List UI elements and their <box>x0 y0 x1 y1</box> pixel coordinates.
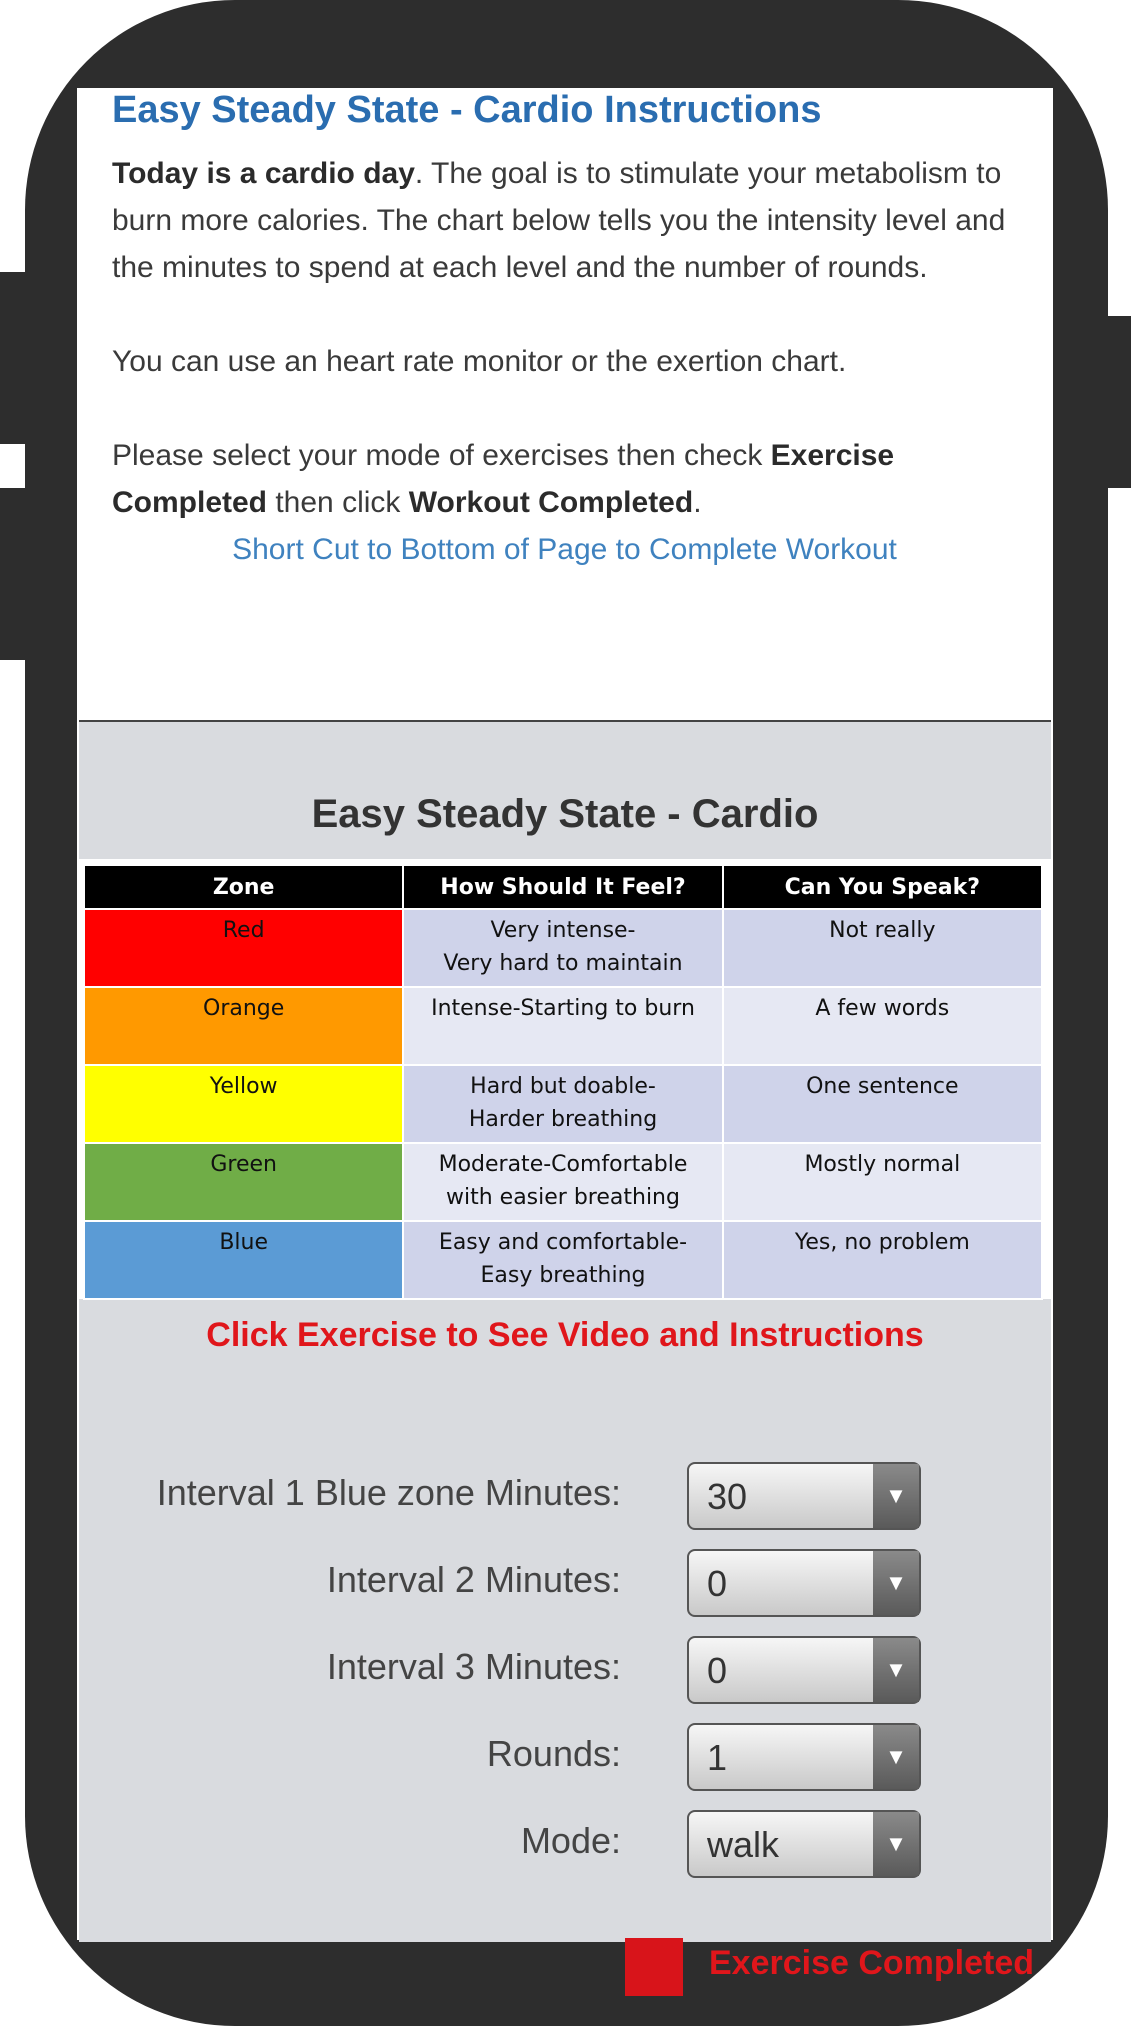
intro-paragraph-1-text: . The goal is to stimulate your metabolism to burn more calories. The chart below tells you the intensity level and the minutes to spend at each level and the number of rounds. <box>112 157 1006 284</box>
mode-label: Mode: <box>520 1820 621 1861</box>
exercise-completed-label[interactable]: Exercise Completed <box>709 1944 1035 1982</box>
table-row <box>84 987 1042 1065</box>
interval-2-value: 0 <box>707 1563 728 1604</box>
feel-line-1: Moderate-Comfortable <box>438 1152 688 1177</box>
phone-side-button-left-1 <box>0 272 26 444</box>
header-speak: Can You Speak? <box>723 865 1042 909</box>
interval-1-label: Interval 1 Blue zone Minutes: <box>156 1472 621 1513</box>
phone-side-button-left-2 <box>0 488 26 660</box>
zone-table <box>83 864 1043 1300</box>
zone-cell-yellow: Yellow <box>84 1065 403 1143</box>
speak-cell: Not really <box>723 909 1042 987</box>
speak-cell: One sentence <box>723 1065 1042 1143</box>
feel-cell <box>403 1221 722 1299</box>
speak-cell: Mostly normal <box>723 1143 1042 1221</box>
zone-cell-blue: Blue <box>84 1221 403 1299</box>
table-row <box>84 1221 1042 1299</box>
exercise-completed-checkbox[interactable] <box>625 1938 683 1996</box>
feel-line-1: Hard but doable- <box>470 1074 656 1099</box>
feel-line-1: Intense-Starting to burn <box>431 996 695 1021</box>
interval-1-value: 30 <box>707 1476 748 1517</box>
shortcut-to-bottom-link[interactable]: Short Cut to Bottom of Page to Complete Workout <box>232 533 897 566</box>
caret-down-icon: ▼ <box>873 1812 919 1876</box>
intro-paragraph-1 <box>112 150 1017 291</box>
intro-paragraph-2: You can use an heart rate monitor or the exertion chart. <box>112 345 847 378</box>
section-title: Easy Steady State - Cardio <box>311 792 819 836</box>
interval-3-label: Interval 3 Minutes: <box>326 1646 621 1687</box>
mode-value: walk <box>707 1824 780 1865</box>
feel-cell <box>403 987 722 1065</box>
p3-bold-workout-completed: Workout Completed <box>408 486 694 519</box>
page-title: Easy Steady State - Cardio Instructions <box>112 89 822 131</box>
table-row <box>84 1065 1042 1143</box>
p3-text-d: . <box>693 486 702 519</box>
header-feel: How Should It Feel? <box>403 865 722 909</box>
phone-screen <box>77 88 1053 1982</box>
feel-line-2: Easy breathing <box>480 1263 646 1288</box>
feel-cell <box>403 1143 722 1221</box>
feel-line-2: Very hard to maintain <box>443 951 683 976</box>
p3-text-c: then click <box>267 486 409 519</box>
speak-cell: A few words <box>723 987 1042 1065</box>
exercise-video-cta[interactable]: Click Exercise to See Video and Instructions <box>206 1316 924 1354</box>
rounds-field <box>79 1723 1051 1793</box>
header-zone: Zone <box>84 865 403 909</box>
zone-cell-green: Green <box>84 1143 403 1221</box>
phone-side-button-right <box>1105 316 1131 488</box>
caret-down-icon: ▼ <box>873 1464 919 1528</box>
table-row <box>84 909 1042 987</box>
table-row <box>84 1143 1042 1221</box>
mode-field <box>79 1810 1051 1880</box>
feel-cell <box>403 909 722 987</box>
feel-line-1: Very intense- <box>490 918 636 943</box>
mode-select[interactable] <box>687 1810 921 1878</box>
intro-paragraph-3 <box>112 432 1017 526</box>
interval-3-field <box>79 1636 1051 1706</box>
p3-bold-exercise-completed: Exercise Completed <box>112 439 895 519</box>
interval-3-select[interactable] <box>687 1636 921 1704</box>
cardio-day-bold: Today is a cardio day <box>112 157 415 190</box>
zone-cell-red: Red <box>84 909 403 987</box>
interval-3-value: 0 <box>707 1650 728 1691</box>
zone-table-header-row <box>84 865 1042 909</box>
caret-down-icon: ▼ <box>873 1551 919 1615</box>
zone-table-container <box>77 859 1053 1299</box>
instructions-section <box>77 88 1053 718</box>
rounds-value: 1 <box>707 1737 728 1778</box>
interval-1-select[interactable] <box>687 1462 921 1530</box>
feel-cell <box>403 1065 722 1143</box>
feel-line-2: Harder breathing <box>468 1107 658 1132</box>
zone-cell-orange: Orange <box>84 987 403 1065</box>
interval-2-field <box>79 1549 1051 1619</box>
caret-down-icon: ▼ <box>873 1638 919 1702</box>
interval-2-select[interactable] <box>687 1549 921 1617</box>
rounds-label: Rounds: <box>486 1733 621 1774</box>
caret-down-icon: ▼ <box>873 1725 919 1789</box>
feel-line-1: Easy and comfortable- <box>438 1230 688 1255</box>
interval-1-field <box>79 1462 1051 1532</box>
p3-text-a: Please select your mode of exercises then check <box>112 439 771 472</box>
speak-cell: Yes, no problem <box>723 1221 1042 1299</box>
rounds-select[interactable] <box>687 1723 921 1791</box>
cardio-panel <box>79 720 1051 1982</box>
interval-2-label: Interval 2 Minutes: <box>326 1559 621 1600</box>
feel-line-2: with easier breathing <box>446 1185 680 1210</box>
